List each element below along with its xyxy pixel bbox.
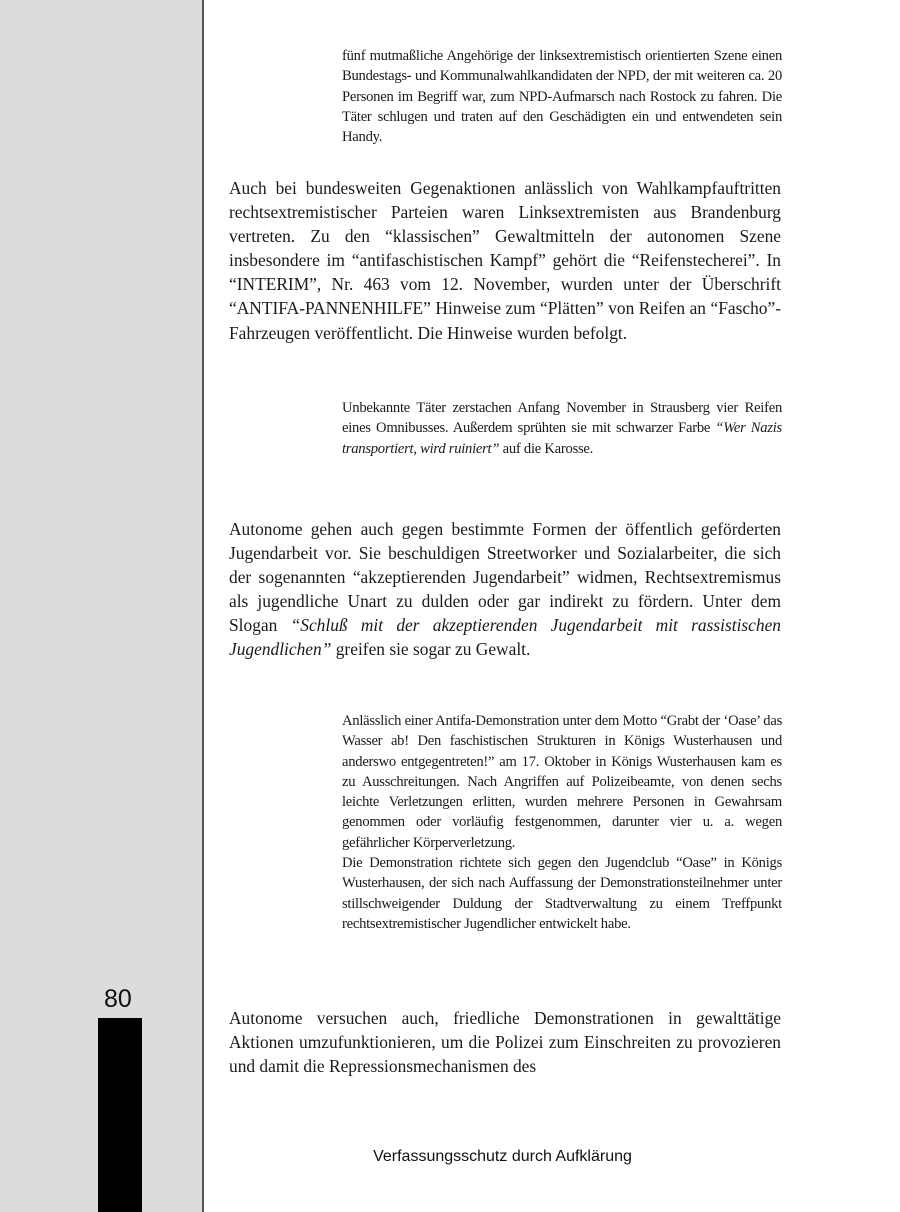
body-paragraph-1 xyxy=(229,176,781,345)
quote-text-part: Unbekannte Täter zerstachen Anfang November in Strausberg vier Reifen eines Omnibusses. Außerdem sprühten sie mit schwarzer Farbe xyxy=(342,400,782,437)
quote-text xyxy=(342,398,782,459)
paragraph-text: Autonome versuchen auch, friedliche Demonstrationen in gewalttätige Aktionen umzufunktionieren, um die Polizei zum Einschreiten zu provozieren und damit die Repressionsmechanismen des xyxy=(229,1008,781,1077)
paragraph-text-part: Autonome gehen auch gegen bestimmte Formen der öffentlich geförderten Jugendarbeit vor. Sie beschuldigen Streetworker und Sozialarbeiter, die sich der sogenannten “akzeptierenden Jugendarbeit” widmen, Rechtsextremismus als jugendliche Unart zu dulden oder gar indirekt zu fördern. Unter dem Slogan xyxy=(229,519,781,636)
body-paragraph-2 xyxy=(229,517,781,662)
quote-text-part: auf die Karosse. xyxy=(499,440,594,457)
paragraph-slogan: “Schluß mit der akzeptierenden Jugendarbeit mit rassistischen Jugendlichen” xyxy=(229,615,781,660)
page-number: 80 xyxy=(104,985,132,1013)
margin-divider-line xyxy=(202,0,204,1212)
body-paragraph-3 xyxy=(229,1006,781,1078)
paragraph-text xyxy=(229,517,781,662)
page-thumb-tab xyxy=(98,1018,142,1212)
indented-quote-1 xyxy=(342,46,782,147)
indented-quote-3 xyxy=(342,711,782,934)
page-footer: Verfassungsschutz durch Aufklärung xyxy=(373,1148,632,1165)
quote-text: Die Demonstration richtete sich gegen den Jugendclub “Oase” in Königs Wusterhausen, der sich nach Auffassung der Demonstrationsteilnehmer unter stillschweigender Duldung der Stadtverwaltung zu einem Treffpunkt rechtsextremistischer Jugendlicher entwickelt habe. xyxy=(342,855,782,932)
quote-slogan: “Wer Nazis transportiert, wird ruiniert” xyxy=(342,420,782,457)
paragraph-text-part: greifen sie sogar zu Gewalt. xyxy=(331,639,531,660)
indented-quote-2 xyxy=(342,398,782,459)
paragraph-text: Auch bei bundesweiten Gegenaktionen anlässlich von Wahlkampfauftritten rechtsextremistischer Parteien waren Linksextremisten aus Brandenburg vertreten. Zu den “klassischen” Gewaltmitteln der autonomen Szene insbesondere im “antifaschistischen Kampf” gehört die “Reifenstecherei”. In “INTERIM”, Nr. 463 vom 12. November, wurden unter der Überschrift “ANTIFA-PANNENHILFE” Hinweise zum “Plätten” von Reifen an “Fascho”-Fahrzeugen veröffentlicht. Die Hinweise wurden befolgt. xyxy=(229,178,781,343)
quote-text: Anlässlich einer Antifa-Demonstration unter dem Motto “Grabt der ‘Oase’ das Wasser ab! Den faschistischen Strukturen in Königs Wusterhausen und anderswo entgegentreten!” am 17. Oktober in Königs Wusterhausen kam es zu Ausschreitungen. Nach Angriffen auf Polizeibeamte, von denen sechs leichte Verletzungen erlitten, wurden mehrere Personen in Gewahrsam genommen oder vorläufig festgenommen, darunter vier u. a. wegen gefährlicher Körperverletzung. xyxy=(342,713,782,851)
quote-text: fünf mutmaßliche Angehörige der linksextremistisch orientierten Szene einen Bundestags- und Kommunalwahlkandidaten der NPD, der mit weiteren ca. 20 Personen im Begriff war, zum NPD-Aufmarsch nach Rostock zu fahren. Die Täter schlugen und traten auf den Geschädigten ein und entwendeten sein Handy. xyxy=(342,48,782,146)
